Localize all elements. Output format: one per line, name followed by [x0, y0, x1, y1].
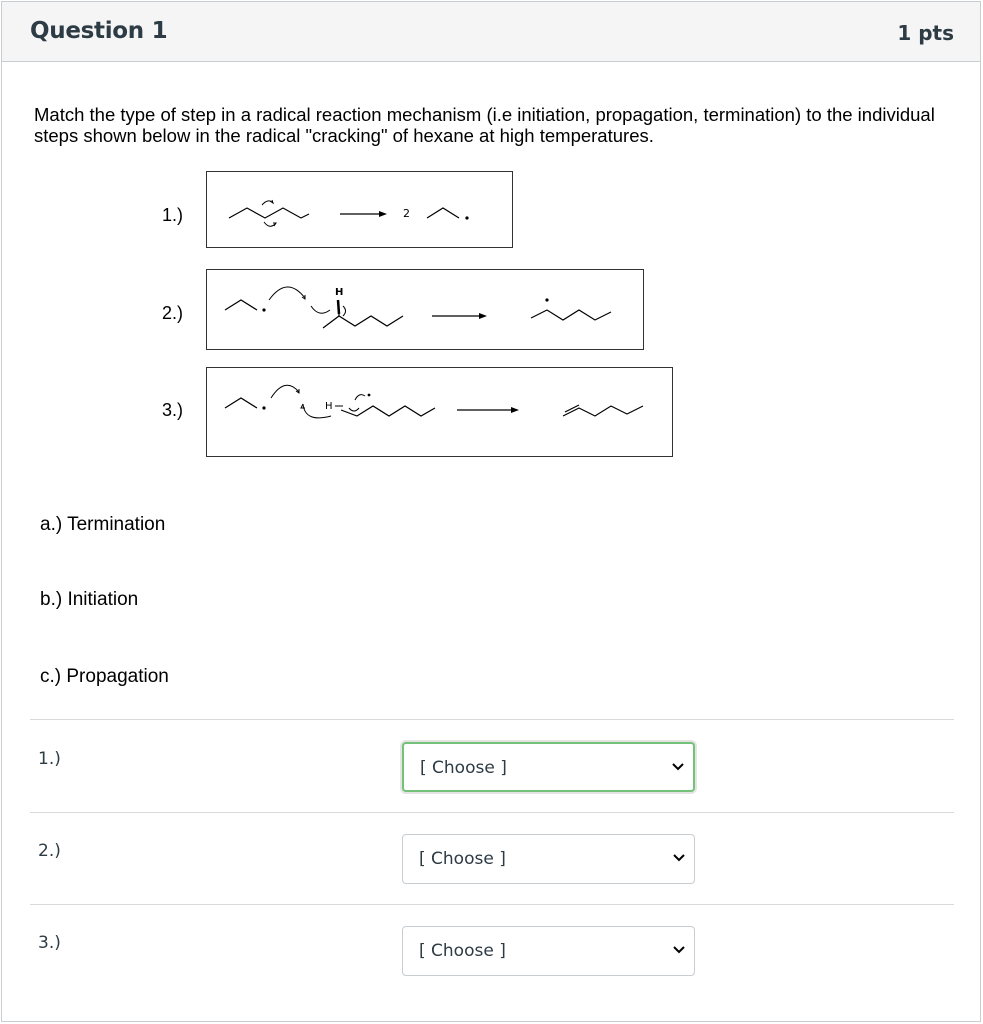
divider — [30, 904, 954, 905]
divider — [30, 812, 954, 813]
question-points: 1 pts — [897, 21, 954, 45]
step-3-diagram — [206, 367, 673, 457]
step-2-hydrogen: H — [335, 287, 344, 298]
match-label-3: 3.) — [38, 933, 61, 953]
question-text: Match the type of step in a radical reaction mechanism (i.e initiation, propagation, termination) to the individual steps shown below in the radical "cracking" of hexane at high temperatures. — [34, 104, 935, 146]
match-select-1-value: [ Choose ] — [420, 758, 507, 778]
chevron-down-icon — [671, 760, 685, 774]
match-select-1[interactable] — [402, 742, 695, 792]
step-1-coefficient: 2 — [403, 207, 410, 220]
match-select-3[interactable] — [402, 926, 695, 976]
step-2-label: 2.) — [162, 303, 184, 323]
step-3-label: 3.) — [162, 400, 184, 420]
step-2-diagram — [206, 269, 644, 350]
match-select-3-value: [ Choose ] — [419, 941, 506, 961]
question-card — [1, 1, 981, 1022]
question-title: Question 1 — [30, 18, 168, 44]
match-select-2[interactable] — [402, 834, 695, 884]
question-header — [2, 2, 980, 62]
step-1-label: 1.) — [162, 205, 184, 225]
match-select-2-value: [ Choose ] — [419, 849, 506, 869]
option-termination: a.) Termination — [40, 514, 166, 535]
option-propagation: c.) Propagation — [40, 666, 169, 687]
divider — [30, 719, 954, 720]
step-1-diagram — [206, 171, 513, 248]
step-1-mechanism — [207, 172, 514, 249]
match-label-1: 1.) — [38, 749, 61, 769]
chevron-down-icon — [672, 851, 686, 865]
match-label-2: 2.) — [38, 841, 61, 861]
option-initiation: b.) Initiation — [40, 589, 139, 610]
step-3-mechanism — [207, 368, 674, 458]
chevron-down-icon — [672, 943, 686, 957]
step-2-mechanism — [207, 270, 645, 351]
step-3-hydrogen: H — [325, 401, 333, 412]
